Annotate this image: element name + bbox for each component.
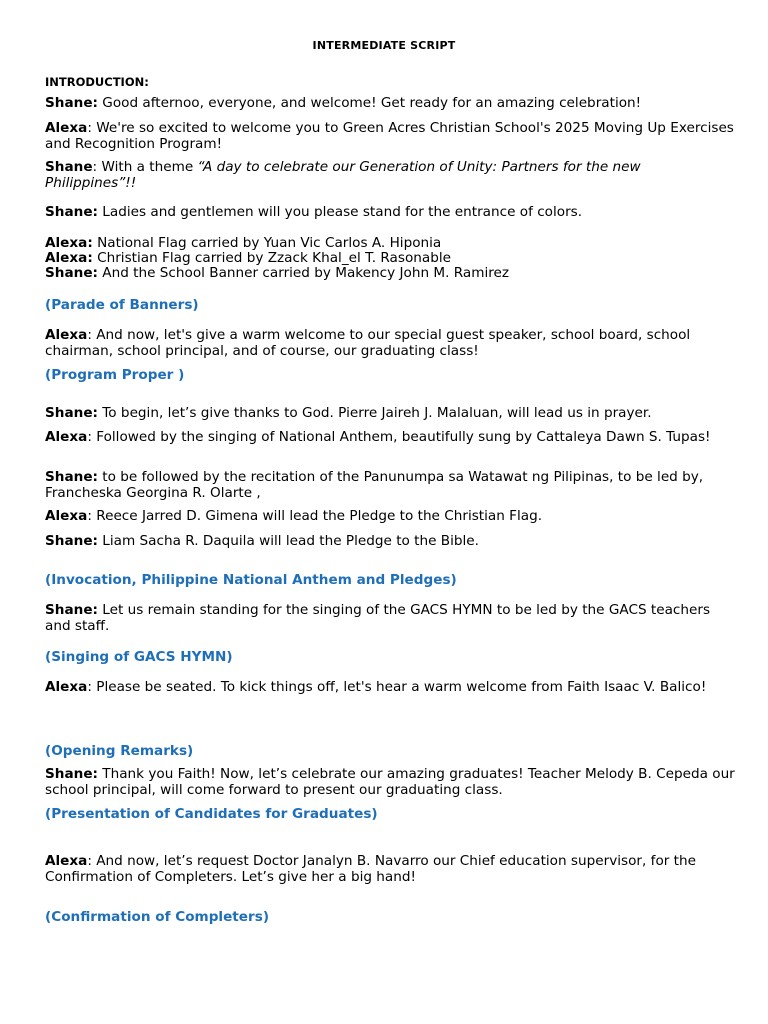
script-line <box>45 854 735 885</box>
line-text: : With a theme <box>92 159 198 175</box>
line-text: : Please be seated. To kick things off, let's hear a warm welcome from Faith Isaac V. Balico! <box>87 679 707 695</box>
line-text: Ladies and gentlemen will you please stand for the entrance of colors. <box>97 204 583 220</box>
speaker-label: Alexa <box>45 327 88 343</box>
cue-presentation-of-candidates: (Presentation of Candidates for Graduates) <box>45 806 378 822</box>
script-line <box>45 430 735 446</box>
speaker-label: Shane: <box>45 602 98 618</box>
speaker-label: Alexa <box>45 120 88 136</box>
speaker-label: Alexa <box>45 679 88 695</box>
line-text: Thank you Faith! Now, let’s celebrate our amazing graduates! Teacher Melody B. Cepeda our school principal, will come forward to present our graduating class. <box>45 766 735 798</box>
line-text: Let us remain standing for the singing of the GACS HYMN to be led by the GACS teachers and staff. <box>45 602 711 634</box>
line-text: to be followed by the recitation of the Panunumpa sa Watawat ng Pilipinas, to be led by, Francheska Georgina R. Olarte , <box>45 469 704 501</box>
speaker-label: Shane: <box>45 469 98 485</box>
line-text: And the School Banner carried by Makency John M. Ramirez <box>97 265 510 281</box>
script-line <box>45 406 735 422</box>
speaker-label: Shane: <box>45 766 98 782</box>
line-text: : Reece Jarred D. Gimena will lead the Pledge to the Christian Flag. <box>87 508 543 524</box>
script-line <box>45 603 735 634</box>
theme-quote: “A day to celebrate our Generation of Unity: Partners for the new Philippines”!! <box>45 159 641 191</box>
speaker-label: Shane: <box>45 204 98 220</box>
speaker-label: Shane <box>45 159 93 175</box>
cue-invocation-anthem-pledges: (Invocation, Philippine National Anthem and Pledges) <box>45 572 457 588</box>
speaker-label: Alexa: <box>45 250 93 266</box>
speaker-label: Shane: <box>45 533 98 549</box>
line-text: To begin, let’s give thanks to God. Pierre Jaireh J. Malaluan, will lead us in prayer. <box>97 405 652 421</box>
line-text: : We're so excited to welcome you to Green Acres Christian School's 2025 Moving Up Exercises and Recognition Program! <box>45 120 734 152</box>
script-line <box>45 266 735 282</box>
speaker-label: Alexa <box>45 429 88 445</box>
script-line <box>45 96 735 112</box>
script-line <box>45 470 735 501</box>
speaker-label: Shane: <box>45 265 98 281</box>
script-line <box>45 328 735 359</box>
cue-program-proper: (Program Proper ) <box>45 367 185 383</box>
script-line <box>45 121 735 152</box>
document-title: INTERMEDIATE SCRIPT <box>312 39 456 52</box>
speaker-label: Shane: <box>45 405 98 421</box>
line-text: National Flag carried by Yuan Vic Carlos A. Hiponia <box>92 235 442 251</box>
speaker-label: Alexa <box>45 508 88 524</box>
script-line <box>45 205 735 221</box>
script-line <box>45 767 735 798</box>
cue-confirmation-of-completers: (Confirmation of Completers) <box>45 909 270 925</box>
speaker-label: Alexa <box>45 853 88 869</box>
speaker-label: Shane: <box>45 95 98 111</box>
cue-opening-remarks: (Opening Remarks) <box>45 743 194 759</box>
line-text: : And now, let's give a warm welcome to our special guest speaker, school board, school chairman, school principal, and of course, our graduating class! <box>45 327 691 359</box>
line-text: : Followed by the singing of National Anthem, beautifully sung by Cattaleya Dawn S. Tupas! <box>87 429 711 445</box>
script-line <box>45 680 735 696</box>
speaker-label: Alexa: <box>45 235 93 251</box>
script-line <box>45 160 735 191</box>
script-line <box>45 534 735 550</box>
cue-parade-of-banners: (Parade of Banners) <box>45 297 199 313</box>
cue-singing-gacs-hymn: (Singing of GACS HYMN) <box>45 649 233 665</box>
line-text: : And now, let’s request Doctor Janalyn B. Navarro our Chief education supervisor, for the Confirmation of Completers. Let’s give her a big hand! <box>45 853 696 885</box>
line-text: Good afternoo, everyone, and welcome! Get ready for an amazing celebration! <box>97 95 642 111</box>
introduction-heading: INTRODUCTION: <box>45 75 149 89</box>
script-line <box>45 509 735 525</box>
line-text: Liam Sacha R. Daquila will lead the Pledge to the Bible. <box>97 533 479 549</box>
line-text: Christian Flag carried by Zzack Khal_el T. Rasonable <box>92 250 451 266</box>
